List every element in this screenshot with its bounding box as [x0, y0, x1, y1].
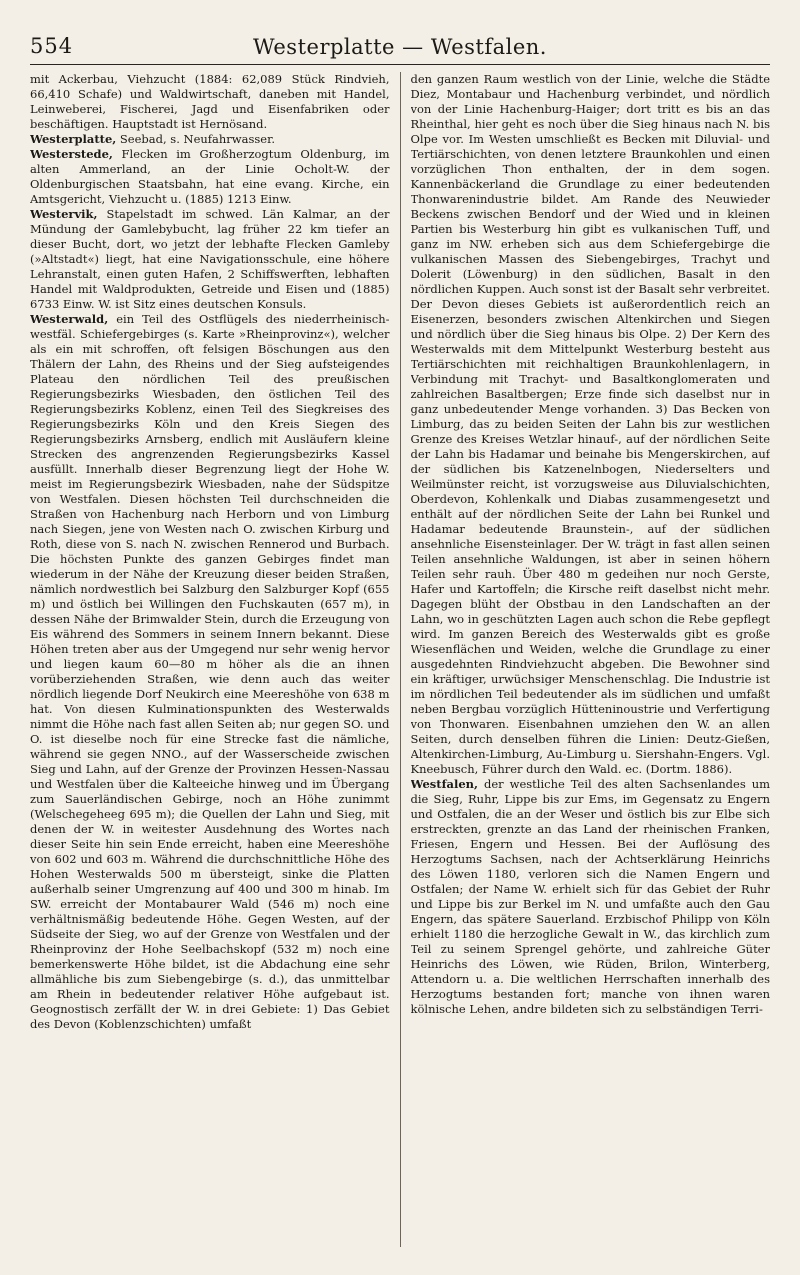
- entry-text: Flecken im Großherzogtum Oldenburg, im alten Ammerland, an der Linie Ocholt-W. der Oldenburgischen Staatsbahn, hat eine evang. Kirche, ein Amtsgericht, Viehzucht u. (1885) 1213 Einw.: [30, 147, 390, 206]
- entry-text: ein Teil des Ostflügels des niederrheinisch-westfäl. Schiefergebirges (s. Karte »Rheinprovinz«), welcher als ein mit schroffen, oft felsigen Böschungen aus den Thälern der Lahn, des Rheins und der Sieg aufsteigendes Plateau den nördlichen Teil des preußischen Regierungsbezirks Wiesbaden, den östlichen Teil des Regierungsbezirks Koblenz, einen Teil des Siegkreises des Regierungsbezirks Köln und den Kreis Siegen des Regierungsbezirks Arnsberg, endlich mit Ausläufern kleine Strecken des angrenzenden Regierungsbezirks Kassel ausfüllt. Innerhalb dieser Begrenzung liegt der Hohe W. meist im Regierungsbezirk Wiesbaden, nahe der Südspitze von Westfalen. Diesen höchsten Teil durchschneiden die Straßen von Hachenburg nach Herborn und von Limburg nach Siegen, jene von Westen nach O. zwischen Kirburg und Roth, diese von S. nach N. zwischen Rennerod und Burbach. Die höchsten Punkte des ganzen Gebirges findet man wiederum in der Nähe der Kreuzung dieser beiden Straßen, nämlich nordwestlich bei Salzburg den Salzburger Kopf (655 m) und östlich bei Willingen den Fuchskauten (657 m), in dessen Nähe der Brimwalder Stein, durch die Erzeugung von Eis während des Sommers in seinem Innern bekannt. Diese Höhen treten aber aus der Umgegend nur sehr wenig hervor und liegen kaum 60—80 m höher als die an ihnen vorüberziehenden Straßen, wie denn auch das weiter nördlich liegende Dorf Neukirch eine Meereshöhe von 638 m hat. Von diesen Kulminationspunkten des Westerwalds nimmt die Höhe nach fast allen Seiten ab; nur gegen SO. und O. ist dieselbe noch für eine Strecke fast die nämliche, während sie gegen NNO., auf der Wasserscheide zwischen Sieg und Lahn, auf der Grenze der Provinzen Hessen-Nassau und Westfalen über die Kalteeiche hinweg und im Übergang zum Sauerländischen Gebirge, noch an Höhe zunimmt (Welschegeheeg 695 m); die Quellen der Lahn und Sieg, mit denen der W. in weitester Ausdehnung des Wortes nach dieser Seite hin sein Ende erreicht, haben eine Meereshöhe von 602 und 603 m. Während die durchschnittliche Höhe des Hohen Westerwalds 500 m übersteigt, sinke die Platten außerhalb seiner Umgrenzung auf 400 und 300 m hinab. Im SW. erreicht der Montabaurer Wald (546 m) noch eine verhältnismäßig bedeutende Höhe. Gegen Westen, auf der Südseite der Sieg, wo auf der Grenze von Westfalen und der Rheinprovinz der Hohe Seelbachskopf (532 m) noch eine bemerkenswerte Höhe bildet, ist die Abdachung eine sehr allmähliche bis zum Siebengebirge (s. d.), das unmittelbar am Rhein in bedeutender relativer Höhe aufgebaut ist. Geognostisch zerfällt der W. in drei Gebiete: 1) Das Gebiet des Devon (Koblenzschichten) umfaßt: [30, 312, 390, 1031]
- dictionary-entry: [30, 312, 390, 1032]
- dictionary-entry: [30, 72, 390, 132]
- dictionary-entry: [30, 147, 390, 207]
- entry-headword: Westerstede,: [30, 147, 113, 161]
- dictionary-entry: [30, 207, 390, 312]
- entry-text: der westliche Teil des alten Sachsenlandes um die Sieg, Ruhr, Lippe bis zur Ems, im Gegensatz zu Engern und Ostfalen, die an der Weser und östlich bis zur Elbe sich erstreckten, grenzte an das Land der rheinischen Franken, Friesen, Engern und Hessen. Bei der Auflösung des Herzogtums Sachsen, nach der Achtserklärung Heinrichs des Löwen 1180, verloren sich die Namen Engern und Ostfalen; der Name W. erhielt sich für das Gebiet der Ruhr und Lippe bis zur Berkel im N. und umfaßte auch den Gau Engern, das spätere Sauerland. Erzbischof Philipp von Köln erhielt 1180 die herzogliche Gewalt in W., das kirchlich zum Teil zu seinem Sprengel gehörte, und zahlreiche Güter Heinrichs des Löwen, wie Rüden, Brilon, Winterberg, Attendorn u. a. Die weltlichen Herrschaften innerhalb des Herzogtums bestanden fort; manche von ihnen waren kölnische Lehen, andre bildeten sich zu selbständigen Terri-: [410, 777, 770, 1016]
- entry-headword: Westervik,: [30, 207, 98, 221]
- dictionary-entry: [411, 72, 771, 777]
- column-divider: [400, 72, 401, 1247]
- entry-text: Seebad, s. Neufahrwasser.: [119, 132, 276, 146]
- page-number: 554: [30, 34, 74, 58]
- entry-text: Stapelstadt im schwed. Län Kalmar, an der Mündung der Gamlebybucht, lag früher 22 km tiefer an dieser Bucht, dort, wo jetzt der lebhafte Flecken Gamleby (»Altstadt«) liegt, hat eine Navigationsschule, eine höhere Lehranstalt, einen guten Hafen, 2 Schiffswerften, lebhaften Handel mit Waldprodukten, Getreide und Eisen und (1885) 6733 Einw. W. ist Sitz eines deutschen Konsuls.: [30, 207, 390, 311]
- dictionary-entry: [30, 132, 390, 147]
- entry-text: mit Ackerbau, Viehzucht (1884: 62,089 Stück Rindvieh, 66,410 Schafe) und Waldwirtschaft, daneben mit Handel, Leinweberei, Fischerei, Jagd und Eisenfabriken oder beschäftigen. Hauptstadt ist Hernösand.: [30, 72, 390, 131]
- text-columns: [30, 72, 770, 1247]
- running-title: Westerplatte — Westfalen.: [253, 35, 547, 59]
- right-column: [411, 72, 771, 1247]
- page-header: [30, 30, 770, 65]
- dictionary-entry: [411, 777, 771, 1017]
- entry-headword: Westerwald,: [30, 312, 109, 326]
- entry-headword: Westfalen,: [410, 777, 479, 791]
- entry-headword: Westerplatte,: [30, 132, 117, 146]
- entry-text: den ganzen Raum westlich von der Linie, welche die Städte Diez, Montabaur und Hachenburg verbindet, und nördlich von der Linie Hachenburg-Haiger; dort tritt es bis an das Rheinthal, hier geht es noch über die Sieg hinaus nach N. bis Olpe vor. Im Westen umschließt es Becken mit Diluvial- und Tertiärschichten, von denen letztere Braunkohlen und einen vorzüglichen Thon enthalten, der in dem sogen. Kannenbäckerland die Grundlage zu einer bedeutenden Thonwarenindustrie bildet. Am Rande des Neuwieder Beckens zwischen Bendorf und der Wied und in kleinen Partien bis Westerburg hin gibt es vulkanischen Tuff, und ganz im NW. erheben sich aus dem Schiefergebirge die vulkanischen Massen des Siebengebirges, Trachyt und Dolerit (Löwenburg) in den südlichen, Basalt in den nördlichen Kuppen. Auch sonst ist der Basalt sehr verbreitet. Der Devon dieses Gebiets ist außerordentlich reich an Eisenerzen, besonders zwischen Altenkirchen und Siegen und nördlich über die Sieg hinaus bis Olpe. 2) Der Kern des Westerwalds mit dem Mittelpunkt Westerburg besteht aus Tertiärschichten mit reichhaltigen Braunkohlenlagern, in Verbindung mit Trachyt- und Basaltkonglomeraten und zahlreichen Basaltbergen; Erze finde sich daselbst nur in ganz unbedeutender Menge vorhanden. 3) Das Becken von Limburg, das zu beiden Seiten der Lahn bis zur westlichen Grenze des Kreises Wetzlar hinauf-, auf der nördlichen Seite der Lahn bis Hadamar und beinahe bis Mengerskirchen, auf der südlichen bis Katzenelnbogen, Niederselters und Weilmünster reicht, ist vorzugsweise aus Diluvialschichten, Oberdevon, Kohlenkalk und Diabas zusammengesetzt und enthält auf der nördlichen Seite der Lahn bei Runkel und Hadamar bedeutende Braunstein-, auf der südlichen ansehnliche Eisensteinlager. Der W. trägt in fast allen seinen Teilen ansehnliche Waldungen, ist aber in seinen höhern Teilen sehr rauh. Über 480 m gedeihen nur noch Gerste, Hafer und Kartoffeln; die Kirsche reift daselbst nicht mehr. Dagegen blüht der Obstbau in den Landschaften an der Lahn, wo in geschützten Lagen auch schon die Rebe gepflegt wird. Im ganzen Bereich des Westerwalds gibt es große Wiesenflächen und Weiden, welche die Grundlage zu einer ausgedehnten Rindviehzucht abgeben. Die Bewohner sind ein kräftiger, urwüchsiger Menschenschlag. Die Industrie ist im nördlichen Teil bedeutender als im südlichen und umfaßt neben Bergbau vorzüglich Hütteninoustrie und Verfertigung von Thonwaren. Eisenbahnen umziehen den W. an allen Seiten, durch denselben führen die Linien: Deutz-Gießen, Altenkirchen-Limburg, Au-Limburg u. Siershahn-Engers. Vgl. Kneebusch, Führer durch den Wald. ec. (Dortm. 1886).: [410, 72, 770, 776]
- left-column: [30, 72, 390, 1247]
